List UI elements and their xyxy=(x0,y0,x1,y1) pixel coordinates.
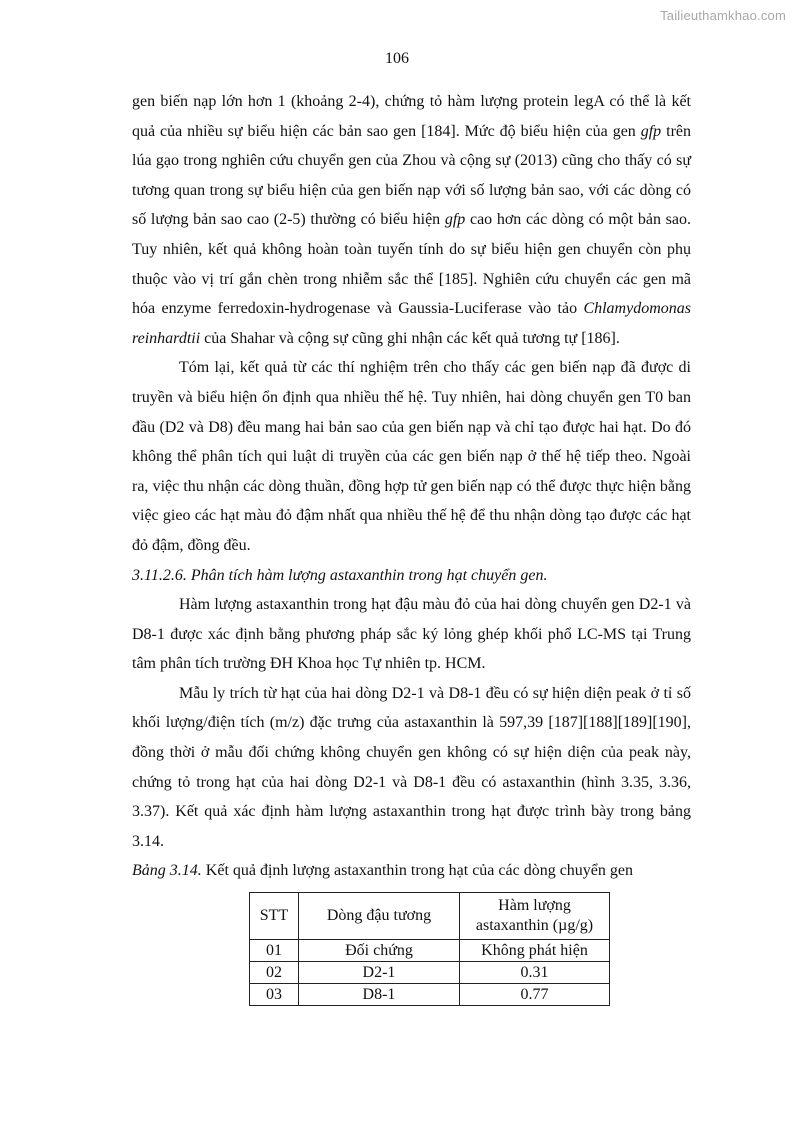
cell-line: D8-1 xyxy=(299,984,460,1006)
astaxanthin-table xyxy=(249,892,610,1006)
gene-gfp-1: gfp xyxy=(640,122,662,140)
paragraph-1-text-a: gen biến nạp lớn hơn 1 (khoảng 2-4), chứng tỏ hàm lượng protein legA có thể là kết quả của nhiều sự biểu hiện các bản sao gen [184]. Mức độ biểu hiện của gen xyxy=(132,93,691,140)
header-line: Dòng đậu tương xyxy=(299,893,460,940)
page-number: 106 xyxy=(385,50,409,67)
paragraph-3: Hàm lượng astaxanthin trong hạt đậu màu đỏ của hai dòng chuyển gen D2-1 và D8-1 được xác định bằng phương pháp sắc ký lỏng ghép khối phổ LC-MS tại Trung tâm phân tích trường ĐH Khoa học Tự nhiên tp. HCM. xyxy=(132,596,691,673)
table-caption-text: Kết quả định lượng astaxanthin trong hạt của các dòng chuyển gen xyxy=(201,862,634,880)
cell-value: Không phát hiện xyxy=(460,940,610,962)
header-stt: STT xyxy=(250,893,299,940)
section-heading: 3.11.2.6. Phân tích hàm lượng astaxanthin trong hạt chuyển gen. xyxy=(132,566,548,584)
species-name: Chlamydomonas reinhardtii xyxy=(132,300,691,347)
paragraph-2: Tóm lại, kết quả từ các thí nghiệm trên cho thấy các gen biến nạp đã được di truyền và biểu hiện ổn định qua nhiều thế hệ. Tuy nhiên, hai dòng chuyển gen T0 ban đầu (D2 và D8) đều mang hai bản sao của gen biến nạp và chỉ tạo được hai hạt. Do đó không thể phân tích qui luật di truyền của các gen biến nạp ở thế hệ tiếp theo. Ngoài ra, việc thu nhận các dòng thuần, đồng hợp tử gen biến nạp có thể được thực hiện bằng việc gieo các hạt màu đỏ đậm nhất qua nhiều thế hệ để thu nhận dòng tạo được các hạt đỏ đậm, đồng đều. xyxy=(132,359,691,554)
gene-gfp-2: gfp xyxy=(444,211,466,229)
header-content-line-1: Hàm lượng xyxy=(498,897,571,915)
header-content xyxy=(460,893,610,940)
cell-stt: 02 xyxy=(250,962,299,984)
cell-line: Đối chứng xyxy=(299,940,460,962)
paragraph-1-text-g: của Shahar và cộng sự cũng ghi nhận các kết quả tương tự [186]. xyxy=(200,329,620,347)
header-content-line-2: astaxanthin (µg/g) xyxy=(475,917,594,935)
table-row xyxy=(250,984,610,1006)
table-caption xyxy=(132,856,691,886)
paragraph-1 xyxy=(132,87,691,353)
watermark: Tailieuthamkhao.com xyxy=(660,8,786,23)
document-body xyxy=(132,87,691,1006)
cell-stt: 01 xyxy=(250,940,299,962)
cell-line: D2-1 xyxy=(299,962,460,984)
cell-stt: 03 xyxy=(250,984,299,1006)
cell-value: 0.31 xyxy=(460,962,610,984)
paragraph-1-text-e: cao hơn các dòng có một bản sao. Tuy nhiên, kết quả không hoàn toàn tuyến tính do sự biểu hiện gen chuyển còn phụ thuộc vào vị trí gắn chèn trong nhiễm sắc thể [185]. Nghiên cứu chuyển các gen mã hóa enzyme ferredoxin-hydrogenase và Gaussia-Luciferase vào tảo xyxy=(132,211,691,318)
cell-value: 0.77 xyxy=(460,984,610,1006)
table-header-row xyxy=(250,893,610,940)
paragraph-1-text-c: trên lúa gạo trong nghiên cứu chuyển gen của Zhou và cộng sự (2013) cũng cho thấy có sự tương quan trong sự biểu hiện của gen biến nạp với số lượng bản sao, với các dòng có số lượng bản sao cao (2-5) thường có biểu hiện xyxy=(132,122,692,229)
table-row xyxy=(250,940,610,962)
table-row xyxy=(250,962,610,984)
table-caption-label: Bảng 3.14. xyxy=(132,862,202,880)
paragraph-4: Mẫu ly trích từ hạt của hai dòng D2-1 và D8-1 đều có sự hiện diện peak ở tỉ số khối lượng/điện tích (m/z) đặc trưng của astaxanthin là 597,39 [187][188][189][190], đồng thời ở mẫu đối chứng không chuyển gen không có sự hiện diện của peak này, chứng tỏ trong hạt của hai dòng D2-1 và D8-1 đều có astaxanthin (hình 3.35, 3.36, 3.37). Kết quả xác định hàm lượng astaxanthin trong hạt được trình bày trong bảng 3.14. xyxy=(132,684,691,850)
